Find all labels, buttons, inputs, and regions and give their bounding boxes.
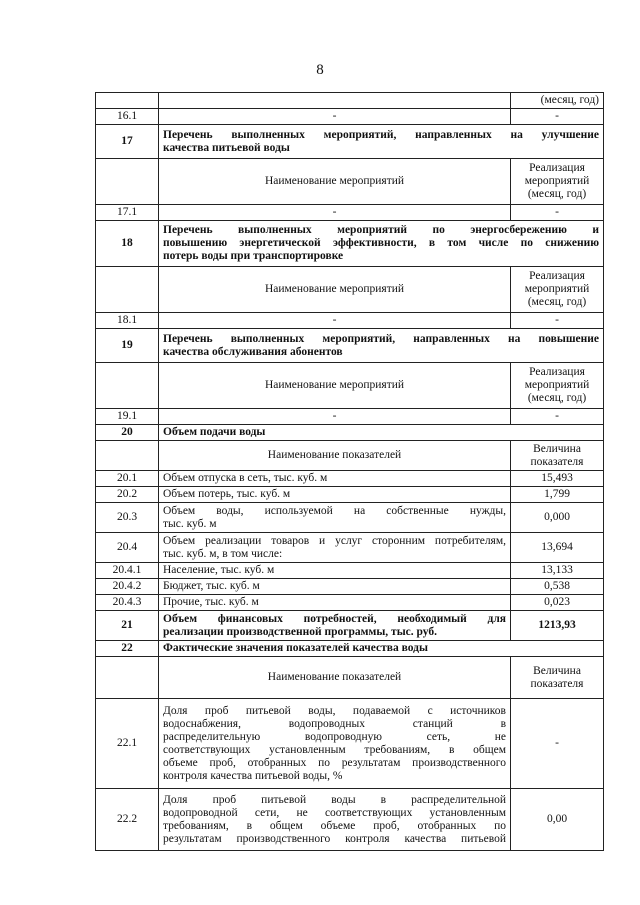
cell-name: - <box>159 205 511 221</box>
cell-name: - <box>159 313 511 329</box>
row-number: 18.1 <box>96 313 159 329</box>
cell-name: Население, тыс. куб. м <box>159 563 511 579</box>
header-row <box>96 657 604 699</box>
header-row <box>96 363 604 409</box>
table-row <box>96 471 604 487</box>
table-row <box>96 109 604 125</box>
column-header: Наименование мероприятий <box>159 363 511 409</box>
table-row <box>96 503 604 533</box>
row-number: 20.4 <box>96 533 159 563</box>
column-header: Наименование показателей <box>159 657 511 699</box>
cell-value: 13,133 <box>511 563 604 579</box>
table-row <box>96 93 604 109</box>
section-row <box>96 641 604 657</box>
cell-value: - <box>511 313 604 329</box>
row-number: 16.1 <box>96 109 159 125</box>
section-title: Перечень выполненных мероприятий, направленных на улучшение качества питьевой воды <box>159 125 604 159</box>
cell-value: 0,00 <box>511 789 604 851</box>
cell-name: Объем воды, используемой на собственные нужды, тыс. куб. м <box>159 503 511 533</box>
cell-value: - <box>511 109 604 125</box>
cell-value: 1213,93 <box>511 611 604 641</box>
section-title: Перечень выполненных мероприятий, направленных на повышение качества обслуживания абонентов <box>159 329 604 363</box>
report-table <box>95 92 604 851</box>
table-row <box>96 313 604 329</box>
section-number: 17 <box>96 125 159 159</box>
section-row <box>96 125 604 159</box>
cell-value: 13,694 <box>511 533 604 563</box>
table-row <box>96 409 604 425</box>
section-number: 20 <box>96 425 159 441</box>
table-row <box>96 579 604 595</box>
section-title: Объем подачи воды <box>159 425 604 441</box>
cell-name: Прочие, тыс. куб. м <box>159 595 511 611</box>
table-row <box>96 563 604 579</box>
cell-name: Бюджет, тыс. куб. м <box>159 579 511 595</box>
column-header: Наименование мероприятий <box>159 267 511 313</box>
cell-value: - <box>511 409 604 425</box>
section-title: Фактические значения показателей качества воды <box>159 641 604 657</box>
cell-name: Объем потерь, тыс. куб. м <box>159 487 511 503</box>
row-number: 20.4.1 <box>96 563 159 579</box>
cell-value: 0,023 <box>511 595 604 611</box>
cell-value: (месяц, год) <box>511 93 604 109</box>
column-header: Величина показателя <box>511 441 604 471</box>
header-row <box>96 159 604 205</box>
column-header: Наименование мероприятий <box>159 159 511 205</box>
section-row <box>96 221 604 267</box>
section-number: 21 <box>96 611 159 641</box>
cell-name: Доля проб питьевой воды в распределительной водопроводной сети, не соответствующих установленным требованиям, в общем объеме проб, отобранных по результатам производственного контроля качества питьевой <box>159 789 511 851</box>
column-header: Реализация мероприятий (месяц, год) <box>511 267 604 313</box>
column-header: Реализация мероприятий (месяц, год) <box>511 363 604 409</box>
column-header: Реализация мероприятий (месяц, год) <box>511 159 604 205</box>
row-number: 20.4.3 <box>96 595 159 611</box>
table-row <box>96 595 604 611</box>
row-number: 20.3 <box>96 503 159 533</box>
row-number: 22.1 <box>96 699 159 789</box>
cell-name: - <box>159 409 511 425</box>
page-number: 8 <box>316 62 324 78</box>
cell-value: - <box>511 205 604 221</box>
header-row <box>96 267 604 313</box>
section-number: 22 <box>96 641 159 657</box>
section-row <box>96 611 604 641</box>
cell-value: - <box>511 699 604 789</box>
table-row <box>96 533 604 563</box>
section-number: 19 <box>96 329 159 363</box>
row-number: 22.2 <box>96 789 159 851</box>
section-number: 18 <box>96 221 159 267</box>
column-header: Наименование показателей <box>159 441 511 471</box>
cell-name: Доля проб питьевой воды, подаваемой с источников водоснабжения, водопроводных станций в распределительную водопроводную сеть, не соответствующих установленным требованиям, в общем объеме проб, отобранных по результатам производственного контроля качества питьевой воды, % <box>159 699 511 789</box>
cell-name: Объем реализации товаров и услуг сторонним потребителям, тыс. куб. м, в том числе: <box>159 533 511 563</box>
row-number: 17.1 <box>96 205 159 221</box>
cell-name: Объем финансовых потребностей, необходимый для реализации производственной программы, тыс. руб. <box>159 611 511 641</box>
table-row <box>96 487 604 503</box>
header-row <box>96 441 604 471</box>
row-number: 20.2 <box>96 487 159 503</box>
cell-value: 1,799 <box>511 487 604 503</box>
cell-value: 15,493 <box>511 471 604 487</box>
column-header: Величина показателя <box>511 657 604 699</box>
section-row <box>96 329 604 363</box>
row-number: 20.4.2 <box>96 579 159 595</box>
section-title: Перечень выполненных мероприятий по энергосбережению и повышению энергетической эффективности, в том числе по снижению потерь воды при транспортировке <box>159 221 604 267</box>
row-number: 19.1 <box>96 409 159 425</box>
table-row <box>96 205 604 221</box>
cell-name: - <box>159 109 511 125</box>
table-row <box>96 699 604 789</box>
cell-value: 0,000 <box>511 503 604 533</box>
table-row <box>96 789 604 851</box>
section-row <box>96 425 604 441</box>
cell-value: 0,538 <box>511 579 604 595</box>
cell-name: Объем отпуска в сеть, тыс. куб. м <box>159 471 511 487</box>
row-number: 20.1 <box>96 471 159 487</box>
